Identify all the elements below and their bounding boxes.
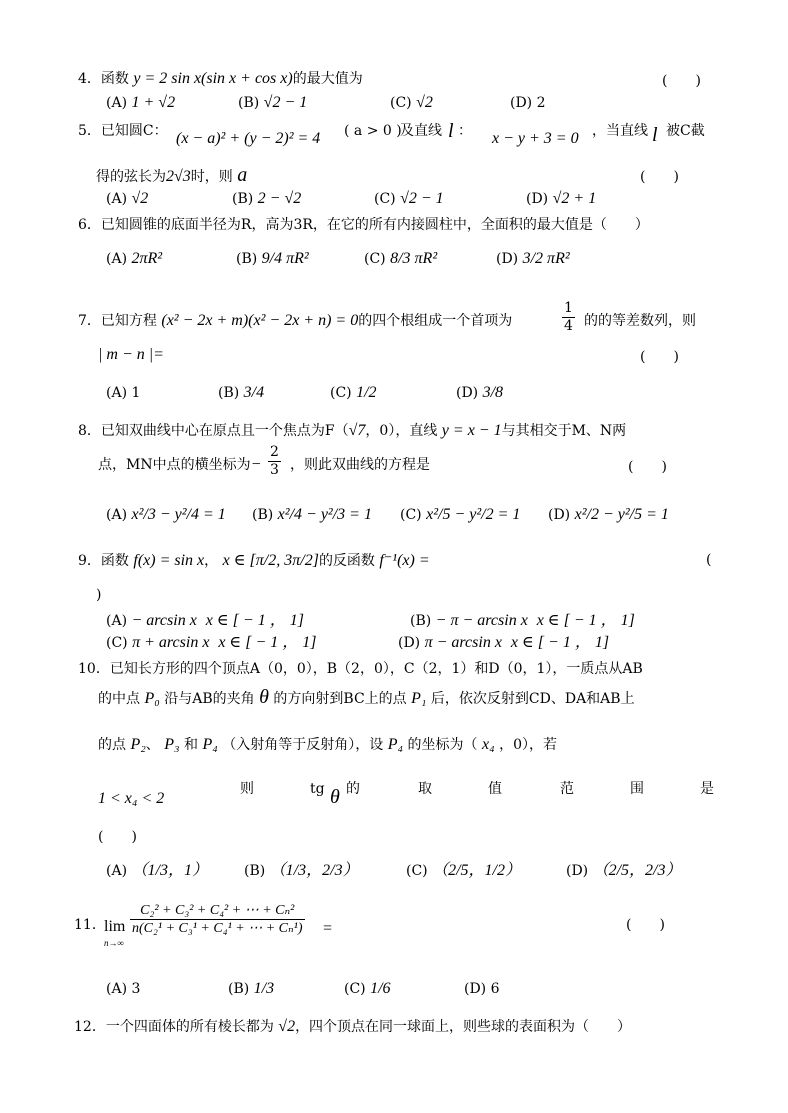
q5-circle-equation: (x − a)² + (y − 2)² = 4	[176, 130, 321, 147]
q7-stem-line1: 7．已知方程 (x² − 2x + m)(x² − 2x + n) = 0的四个根组成一个首项为	[78, 312, 513, 329]
q5-line-l: l	[448, 120, 454, 142]
q11-number: 11．	[74, 917, 106, 933]
q12-stem: 12．一个四面体的所有棱长都为 √2，四个顶点在同一球面上，则些球的表面积为（ ）	[74, 1018, 632, 1035]
q7-formula: (x² − 2x + m)(x² − 2x + n) = 0	[161, 312, 359, 329]
q5-option-d: (D) √2 + 1	[526, 190, 597, 207]
q8-answer-bracket: ( )	[628, 459, 667, 475]
q5-option-a: (A) √2	[106, 190, 149, 207]
q10-option-a: (A) （1/3，1）	[106, 862, 208, 879]
q8-option-c: (C) x²/5 − y²/2 = 1	[400, 506, 521, 523]
q4-option-b: (B) √2 − 1	[238, 94, 308, 111]
q10-answer-bracket: ( )	[98, 829, 137, 845]
q11-limit: lim	[104, 918, 126, 935]
q7-option-a: (A) 1	[106, 385, 141, 401]
q4-formula: y = 2 sin x(sin x + cos x)	[133, 70, 293, 87]
q5-stem-line1: 5．已知圆C：	[78, 123, 168, 139]
q4-option-a: (A) 1 + √2	[106, 94, 176, 111]
q10-stem-line3: 的点 P₂、 P₃ 和 P₄ （入射角等于反射角），设 P₄ 的坐标为（ x₄ ，0），若	[98, 736, 558, 753]
q10-stem-line2: 的中点 P₀ 沿与AB的夹角 θ 的方向射到BC上的点 P₁ 后，依次反射到CD、DA和AB上	[98, 686, 635, 708]
q6-option-d: (D) 3/2 πR²	[496, 250, 570, 267]
q7-answer-bracket: ( )	[640, 349, 679, 365]
q11-option-d: (D) 6	[464, 981, 500, 997]
q9-option-c: (C) π + arcsin x x ∈ [ − 1 ， 1]	[106, 634, 317, 651]
q11-option-b: (B) 1/3	[228, 980, 275, 997]
q5-option-c: (C) √2 − 1	[374, 190, 444, 207]
q10-inequality: 1 < x₄ < 2	[98, 790, 165, 807]
q6-stem: 6．已知圆锥的底面半径为R，高为3R，在它的所有内接圆柱中，全面积的最大值是（ ）	[78, 217, 649, 233]
q4-number: 4．	[78, 71, 101, 87]
q4-option-c: (C) √2	[390, 94, 433, 111]
q4-stem: 4．函数 y = 2 sin x(sin x + cos x)的最大值为	[78, 70, 363, 87]
q10-option-d: (D) （2/5，2/3）	[566, 862, 682, 879]
q4-answer-bracket: ( )	[662, 73, 701, 89]
q5-stem-line2: 得的弦长为2√3时，则 a	[96, 164, 248, 186]
q5-option-b: (B) 2 − √2	[232, 190, 302, 207]
q11-answer-bracket: ( )	[626, 917, 665, 933]
q5-line-equation: x − y + 3 = 0	[492, 130, 579, 147]
q11-option-a: (A) 3	[106, 981, 141, 997]
q9-answer-bracket-close: )	[96, 587, 102, 603]
q7-first-term: $\frac{1}{4}$	[564, 300, 573, 334]
q11-fraction: $\frac{\text{C₂² + C₃² + C₄² + ⋯ + Cₙ²}}{\text{n(C₂¹ + C₃¹ + C₄¹ + ⋯ + Cₙ¹)}}$	[132, 903, 303, 936]
q5-condition: ( a > 0 )	[344, 123, 402, 139]
q4-option-d: (D) 2	[510, 95, 546, 111]
q6-option-b: (B) 9/4 πR²	[236, 250, 309, 267]
q8-stem-line2: 点，MN中点的横坐标为−	[98, 456, 262, 473]
q9-option-d: (D) π − arcsin x x ∈ [ − 1 ， 1]	[398, 634, 610, 651]
q8-option-a: (A) x²/3 − y²/4 = 1	[106, 506, 226, 523]
q8-option-d: (D) x²/2 − y²/5 = 1	[548, 506, 669, 523]
q6-option-c: (C) 8/3 πR²	[364, 250, 438, 267]
q7-option-b: (B) 3/4	[218, 384, 265, 401]
q5-answer-bracket: ( )	[640, 169, 679, 185]
q9-stem: 9．函数 f(x) = sin x， x ∈ [π/2, 3π/2]的反函数 f⁻¹(x) =	[78, 552, 430, 569]
q9-option-b: (B) − π − arcsin x x ∈ [ − 1 ， 1]	[410, 612, 635, 629]
q7-option-c: (C) 1/2	[330, 384, 377, 401]
q10-option-c: (C) （2/5，1/2）	[406, 862, 521, 879]
q5-chord-length: 2√3	[166, 168, 191, 185]
exam-page: 4．函数 y = 2 sin x(sin x + cos x)的最大值为 ( ) (A) 1 + √2 (B) √2 − 1 (C) √2 (D) 2 5．已知圆C： (x − a)² + (y − 2)² = 4 ( a > 0 ) 及直线 l ： x − y + 3 = 0 ，当直线 l 被C截 得的弦长为2√3时，则 a ( ) (A) √2 (B) 2 − √2 (C) √2 − 1 (D) √2 + 1 6．已知圆锥的底面半径为R，高为3R，在它的所有内接圆柱中，全面积的最大值是（ ） (A) 2πR² (B) 9/4 πR² (C) 8/3 πR² (D) 3/2 πR² 7．已知方程 (x² − 2x + m)(x² − 2x + n) = 0的四个根组成一个首项为 $\frac{1}{4}$ 的的等差数列，则 | m − n |= ( ) (A) 1 (B) 3/4 (C) 1/2 (D) 3/8 8．已知双曲线中心在原点且一个焦点为F（√7，0），直线 y = x − 1与其相交于M、N两 点，MN中点的横坐标为− $\frac{2}{3}$ ，则此双曲线的方程是 ( ) (A) x²/3 − y²/4 = 1 (B) x²/4 − y²/3 = 1 (C) x²/5 − y²/2 = 1 (D) x²/2 − y²/5 = 1 9．函数 f(x) = sin x， x ∈ [π/2, 3π/2]的反函数 f⁻¹(x) = ( ) (A) − arcsin x x ∈ [ − 1 ， 1] (B) − π − arcsin x x ∈ [ − 1 ， 1] (C) π + arcsin x x ∈ [ − 1 ， 1] (D) π − arcsin x x ∈ [ − 1 ， 1] 10．已知长方形的四个顶点A（0，0），B（2，0），C（2，1）和D（0，1），一质点从AB 的中点 P₀ 沿与AB的夹角 θ 的方向射到BC上的点 P₁ 后，依次反射到CD、DA和AB上 的点 P₂、 P₃ 和 P₄ （入射角等于反射角），设 P₄ 的坐标为（ x₄ ，0），若 1 < x₄ < 2 则 tg θ 的 取 值 范 围 是 ( ) (A) （1/3，1） (B) （1/3，2/3） (C) （2/5，1/2） (D) （2/5，2/3） 11． lim n→∞ $\frac{\text{C₂² + C₃² + C₄² + ⋯ + Cₙ²}}{\text{n(C₂¹ + C₃¹ + C₄¹ + ⋯ + Cₙ¹)}}$ = ( ) (A) 3 (B) 1/3 (C) 1/6 (D) 6 12．一个四面体的所有棱长都为 √2，四个顶点在同一球面上，则些球的表面积为（ ）	[74, 70, 714, 1035]
q10-option-b: (B) （1/3，2/3）	[244, 862, 359, 879]
q8-stem-line1: 8．已知双曲线中心在原点且一个焦点为F（√7，0），直线 y = x − 1与其相交于M、N两	[78, 422, 627, 439]
q11-option-c: (C) 1/6	[344, 980, 391, 997]
q9-option-a: (A) − arcsin x x ∈ [ − 1 ， 1]	[106, 612, 304, 629]
q8-option-b: (B) x²/4 − y²/3 = 1	[252, 506, 372, 523]
q7-option-d: (D) 3/8	[456, 384, 504, 401]
q10-stem-line1: 10．已知长方形的四个顶点A（0，0），B（2，0），C（2，1）和D（0，1），一质点从AB	[78, 661, 643, 677]
q8-midpoint-x: $\frac{2}{3}$	[270, 444, 279, 478]
q7-abs-expr: | m − n |=	[98, 346, 164, 363]
q6-option-a: (A) 2πR²	[106, 250, 163, 267]
